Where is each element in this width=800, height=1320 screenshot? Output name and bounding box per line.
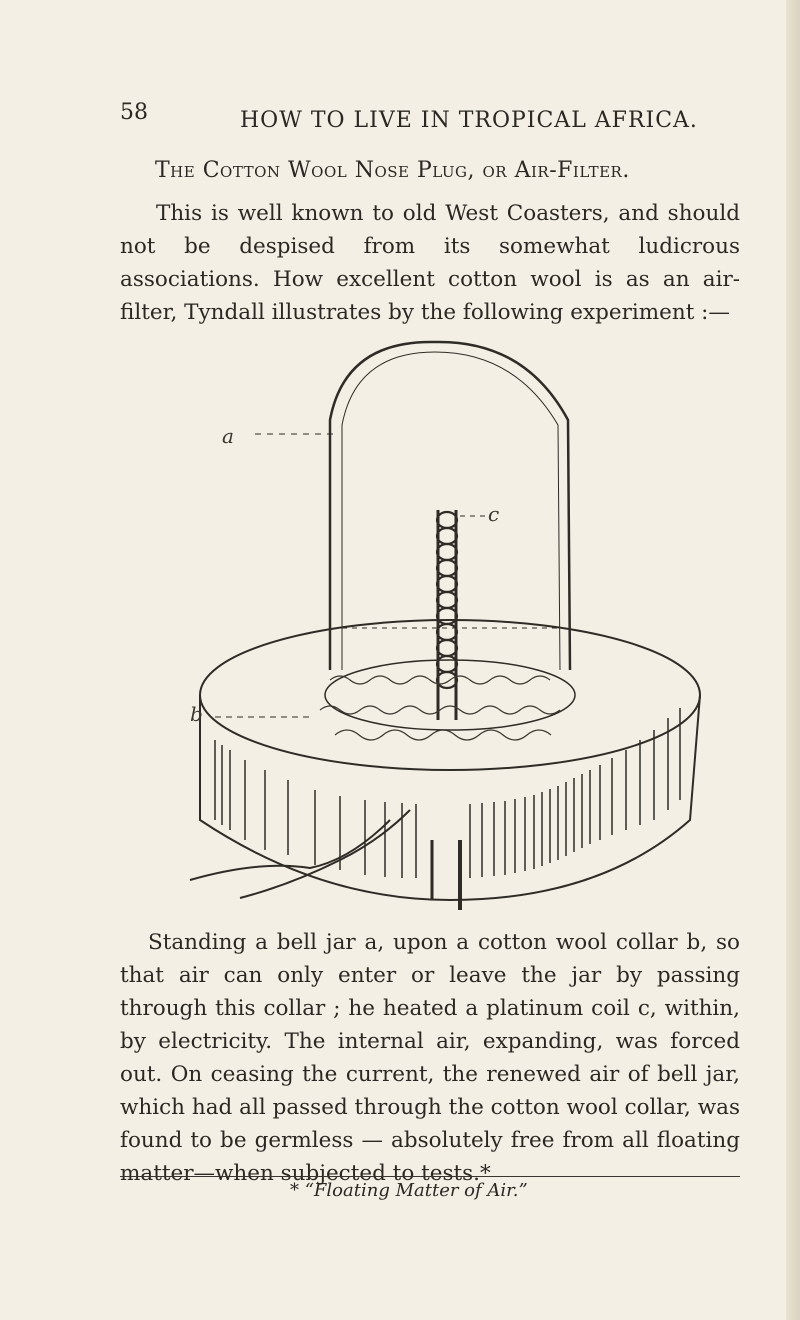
label-c: c: [488, 502, 500, 526]
section-title: The Cotton Wool Nose Plug, or Air-Filter.: [155, 158, 630, 183]
label-a: a: [222, 424, 234, 448]
paragraph-intro: This is well known to old West Coasters, and should not be despised from its somewhat ludicrous associations. How excellent cotton wool is as an air-filter, Tyndall illustrates by the following experiment :—: [120, 201, 740, 325]
footnote: * “Floating Matter of Air.”: [290, 1180, 528, 1201]
paragraph-experiment: Standing a bell jar a, upon a cotton wool collar b, so that air can only enter or leave the jar by passing through this collar ; he heated a platinum coil c, within, by electricity. The internal air, expanding, was forced out. On ceasing the current, the renewed air of bell jar, which had all passed through the cotton wool collar, was found to be germless — absolutely free from all floating matter—when subjected to tests.*: [120, 930, 740, 1186]
label-b: b: [190, 702, 203, 726]
page-edge: [786, 0, 800, 1320]
bell-jar-illustration: [170, 340, 710, 920]
page-number: 58: [120, 100, 148, 125]
footnote-rule: [120, 1176, 740, 1177]
bell-jar-figure: [170, 340, 710, 920]
running-title: HOW TO LIVE IN TROPICAL AFRICA.: [240, 108, 698, 133]
